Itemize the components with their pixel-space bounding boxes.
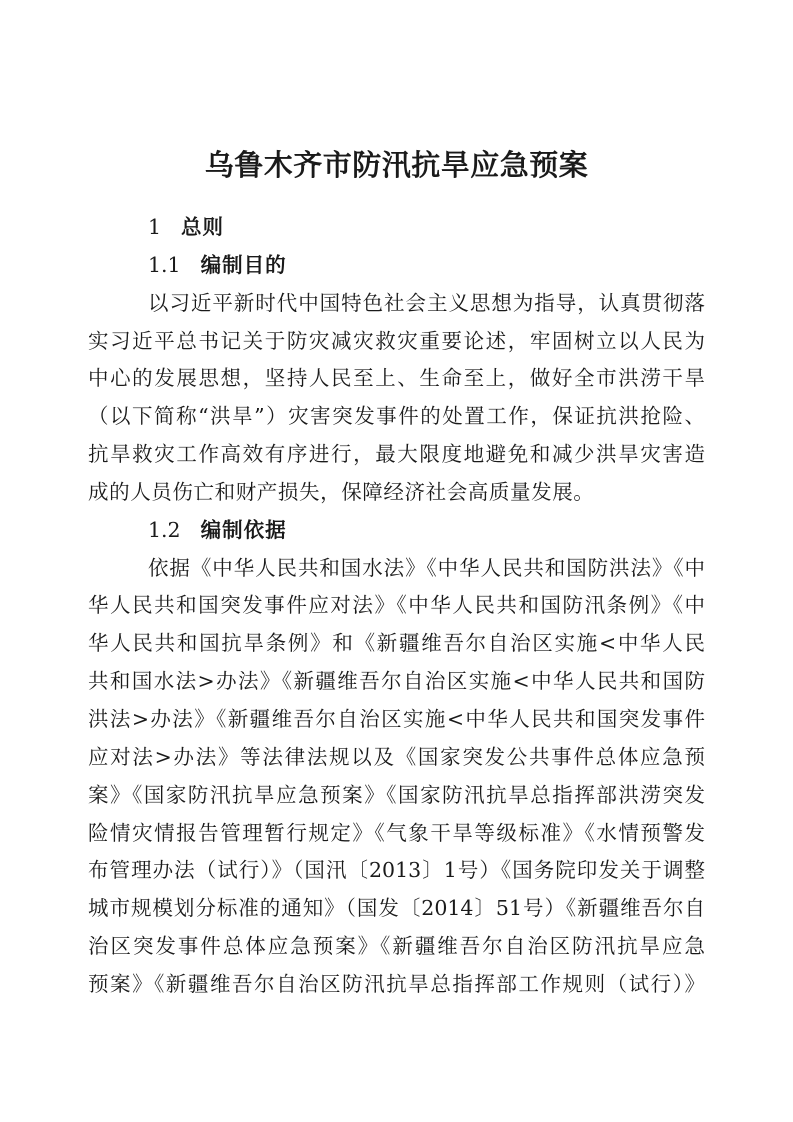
section-number: 1.1	[148, 252, 181, 277]
paragraph-line: （以下简称“洪旱”）灾害突发事件的处置工作，保证抗洪抢险、	[88, 404, 705, 429]
document-title: 乌鲁木齐市防汛抗旱应急预案	[204, 148, 589, 182]
paragraph-line: 案》《国家防汛抗旱应急预案》《国家防汛抗旱总指挥部洪涝突发	[88, 782, 705, 807]
paragraph-line: 布管理办法（试行）》（国汛〔2013〕1号）《国务院印发关于调整	[88, 858, 705, 883]
section-1-2-heading	[88, 512, 705, 550]
paragraph-line: 中心的发展思想，坚持人民至上、生命至上，做好全市洪涝干旱	[88, 366, 705, 391]
section-title: 编制依据	[200, 517, 287, 542]
paragraph-line: 治区突发事件总体应急预案》《新疆维吾尔自治区防汛抗旱应急	[88, 934, 705, 959]
paragraph-line: 以习近平新时代中国特色社会主义思想为指导，认真贯彻落	[148, 290, 705, 315]
paragraph-line: 城市规模划分标准的通知》（国发〔2014〕51号）《新疆维吾尔自	[88, 896, 705, 921]
section-1-1-paragraph	[88, 285, 705, 512]
section-number: 1.2	[148, 517, 181, 542]
paragraph-line: 华人民共和国抗旱条例》和《新疆维吾尔自治区实施<中华人民	[88, 631, 705, 656]
paragraph-line: 洪法>办法》《新疆维吾尔自治区实施<中华人民共和国突发事件	[88, 706, 705, 731]
section-1-1-heading	[88, 247, 705, 285]
section-1-heading	[88, 209, 705, 247]
paragraph-line: 实习近平总书记关于防灾减灾救灾重要论述，牢固树立以人民为	[88, 328, 705, 353]
paragraph-line: 险情灾情报告管理暂行规定》《气象干旱等级标准》《水情预警发	[88, 820, 705, 845]
paragraph-line: 预案》《新疆维吾尔自治区防汛抗旱总指挥部工作规则（试行）》	[88, 971, 705, 996]
section-number: 1	[148, 215, 162, 239]
paragraph-line: 依据《中华人民共和国水法》《中华人民共和国防洪法》《中	[148, 555, 705, 580]
paragraph-line: 成的人员伤亡和财产损失，保障经济社会高质量发展。	[88, 479, 595, 504]
document-body	[88, 209, 705, 1004]
paragraph-line: 应对法>办法》等法律法规以及《国家突发公共事件总体应急预	[88, 744, 705, 769]
section-1-2-paragraph	[88, 550, 705, 1004]
paragraph-line: 抗旱救灾工作高效有序进行，最大限度地避免和减少洪旱灾害造	[88, 442, 705, 467]
section-title: 编制目的	[200, 252, 287, 277]
paragraph-line: 华人民共和国突发事件应对法》《中华人民共和国防汛条例》《中	[88, 593, 705, 618]
paragraph-line: 共和国水法>办法》《新疆维吾尔自治区实施<中华人民共和国防	[88, 669, 705, 694]
section-title: 总则	[181, 215, 225, 239]
